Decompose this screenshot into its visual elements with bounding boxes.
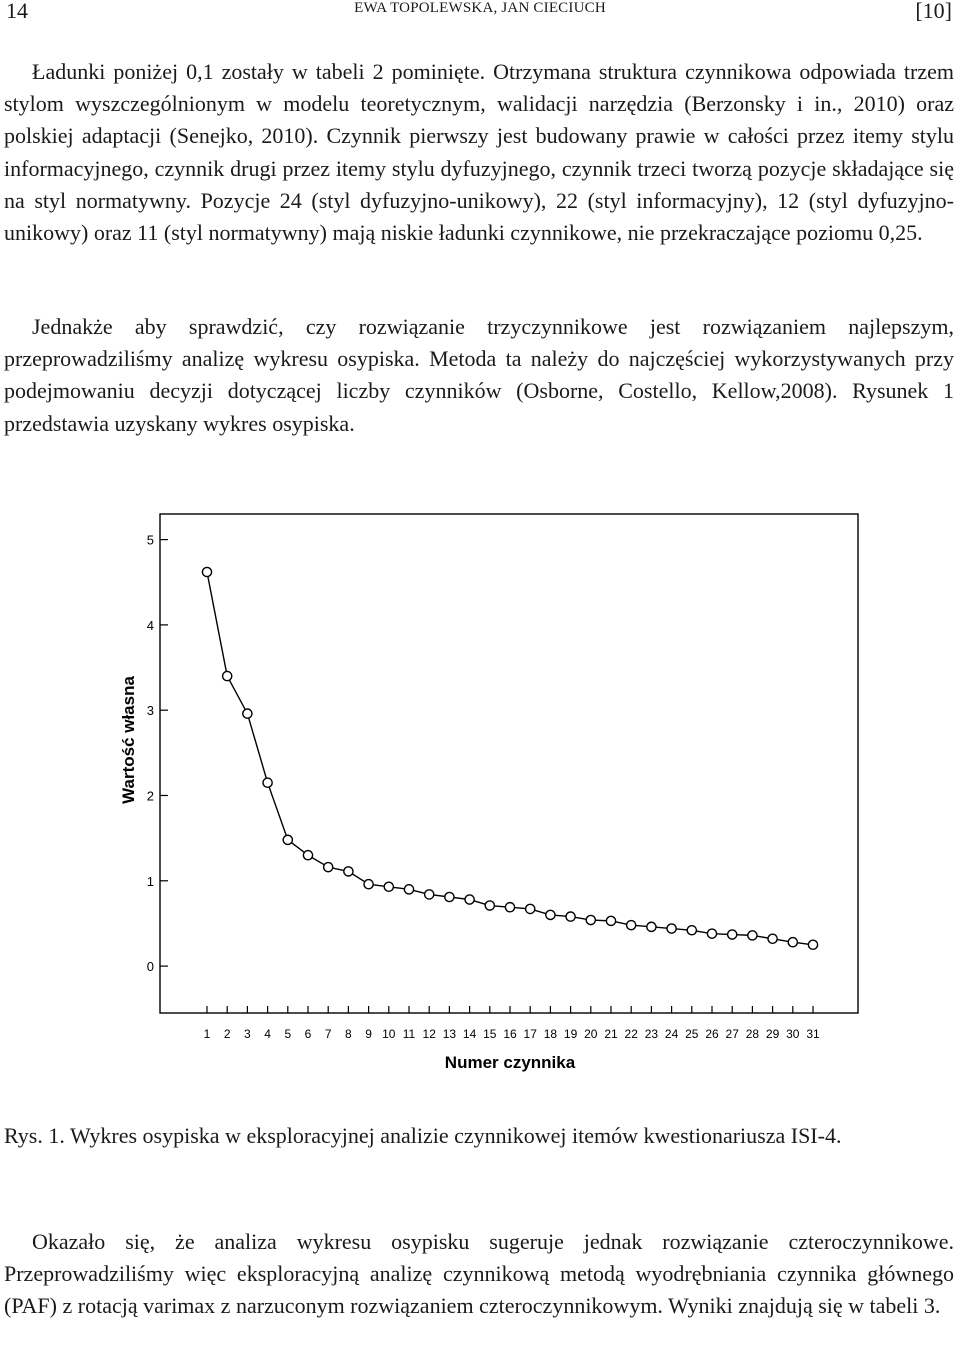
body-paragraph-1 <box>4 56 954 249</box>
running-head <box>0 0 960 26</box>
data-point-marker <box>586 915 595 924</box>
data-point-marker <box>788 938 797 947</box>
y-axis-ticks <box>147 533 168 974</box>
x-axis-ticks <box>204 1006 820 1041</box>
data-point-marker <box>627 921 636 930</box>
data-point-marker <box>647 922 656 931</box>
data-point-marker <box>687 926 696 935</box>
x-tick-label: 21 <box>604 1027 618 1041</box>
data-point-marker <box>223 671 232 680</box>
eigenvalue-series-line <box>207 572 813 945</box>
data-point-marker <box>707 929 716 938</box>
x-axis-label: Numer czynnika <box>444 1053 576 1072</box>
data-point-marker <box>808 940 817 949</box>
scree-plot-chart <box>0 470 960 1110</box>
x-tick-label: 30 <box>786 1027 800 1041</box>
x-tick-label: 11 <box>402 1027 416 1041</box>
data-point-marker <box>303 851 312 860</box>
y-axis-label: Wartość własna <box>119 676 138 804</box>
y-tick-label: 2 <box>146 788 154 804</box>
x-tick-label: 19 <box>563 1027 578 1041</box>
x-tick-label: 1 <box>203 1027 211 1041</box>
data-point-marker <box>404 885 413 894</box>
x-tick-label: 22 <box>624 1027 638 1041</box>
data-point-marker <box>263 778 272 787</box>
x-tick-label: 2 <box>223 1027 231 1041</box>
data-point-marker <box>283 835 292 844</box>
x-tick-label: 23 <box>644 1027 659 1041</box>
x-tick-label: 17 <box>523 1027 537 1041</box>
data-point-marker <box>425 890 434 899</box>
data-point-marker <box>748 931 757 940</box>
x-tick-label: 14 <box>462 1027 477 1041</box>
x-tick-label: 29 <box>765 1027 780 1041</box>
data-point-marker <box>546 910 555 919</box>
data-point-marker <box>768 934 777 943</box>
x-tick-label: 28 <box>745 1027 760 1041</box>
x-tick-label: 8 <box>345 1027 352 1041</box>
x-tick-label: 5 <box>284 1027 292 1041</box>
x-tick-label: 9 <box>365 1027 372 1041</box>
data-point-marker <box>344 867 353 876</box>
paragraph-text: Okazało się, że analiza wykresu osypisku sugeruje jednak rozwiązanie czteroczynnikowe. Przeprowadziliśmy więc eksploracyjną analizę czynnikową metodą wyodrębniania czynnika głównego (PAF) z rotacją varimax z narzuconym rozwiązaniem czteroczynnikowym. Wyniki znajdują się w tabeli 3. <box>4 1229 954 1319</box>
eigenvalue-points <box>202 567 817 949</box>
data-point-marker <box>728 930 737 939</box>
body-paragraph-2 <box>4 311 954 440</box>
figure-caption: Rys. 1. Wykres osypiska w eksploracyjnej analizie czynnikowej itemów kwestionariusza ISI-4. <box>4 1123 842 1148</box>
data-point-marker <box>384 882 393 891</box>
x-tick-label: 15 <box>483 1027 497 1041</box>
data-point-marker <box>667 924 676 933</box>
x-tick-label: 16 <box>503 1027 517 1041</box>
x-tick-label: 25 <box>685 1027 699 1041</box>
x-tick-label: 24 <box>664 1027 679 1041</box>
x-tick-label: 13 <box>442 1027 457 1041</box>
data-point-marker <box>485 901 494 910</box>
x-tick-label: 4 <box>264 1027 271 1041</box>
data-point-marker <box>465 895 474 904</box>
data-point-marker <box>324 863 333 872</box>
data-point-marker <box>526 904 535 913</box>
page-number: 14 <box>6 0 28 23</box>
y-tick-label: 5 <box>146 532 154 548</box>
section-reference: [10] <box>915 0 952 23</box>
paragraph-text: Jednakże aby sprawdzić, czy rozwiązanie trzyczynnikowe jest rozwiązaniem najlepszym, przeprowadziliśmy analizę wykresu osypiska. Metoda ta należy do najczęściej wykorzystywanych przy podejmowaniu decyzji dotyczącej liczby czynników (Osborne, Costello, Kellow,2008). Rysunek 1 przedstawia uzyskany wykres osypiska. <box>4 314 954 436</box>
y-tick-label: 3 <box>146 703 154 719</box>
data-point-marker <box>566 912 575 921</box>
paragraph-text: Ładunki poniżej 0,1 zostały w tabeli 2 pominięte. Otrzymana struktura czynnikowa odpowiada trzem stylom wyszczególnionym w modelu teoretycznym, walidacji narzędzia (Berzonsky i in., 2010) oraz polskiej adaptacji (Senejko, 2010). Czynnik pierwszy jest budowany prawie w całości przez itemy stylu informacyjnego, czynnik drugi przez itemy stylu dyfuzyjnego, czynnik trzeci tworzą pozycje składające się na styl normatywny. Pozycje 24 (styl dyfuzyjno-unikowy), 22 (styl informacyjny), 12 (styl dyfuzyjno-unikowy) oraz 11 (styl normatywny) mają niskie ładunki czynnikowe, nie przekraczające poziomu 0,25. <box>4 59 954 246</box>
x-tick-label: 3 <box>244 1027 251 1041</box>
data-point-marker <box>364 880 373 889</box>
body-paragraph-3 <box>4 1226 954 1323</box>
x-tick-label: 10 <box>382 1027 396 1041</box>
data-point-marker <box>445 892 454 901</box>
data-point-marker <box>606 916 615 925</box>
y-tick-label: 0 <box>146 959 154 975</box>
x-tick-label: 6 <box>304 1027 312 1041</box>
y-tick-label: 4 <box>146 617 154 633</box>
data-point-marker <box>505 903 514 912</box>
y-tick-label: 1 <box>146 873 154 889</box>
data-point-marker <box>202 567 211 576</box>
x-tick-label: 18 <box>543 1027 558 1041</box>
x-tick-label: 27 <box>725 1027 739 1041</box>
data-point-marker <box>243 709 252 718</box>
x-tick-label: 31 <box>806 1027 820 1041</box>
x-tick-label: 20 <box>584 1027 598 1041</box>
x-tick-label: 12 <box>422 1027 436 1041</box>
x-tick-label: 26 <box>705 1027 719 1041</box>
x-tick-label: 7 <box>324 1027 332 1041</box>
running-title: EWA TOPOLEWSKA, JAN CIECIUCH <box>354 0 606 16</box>
